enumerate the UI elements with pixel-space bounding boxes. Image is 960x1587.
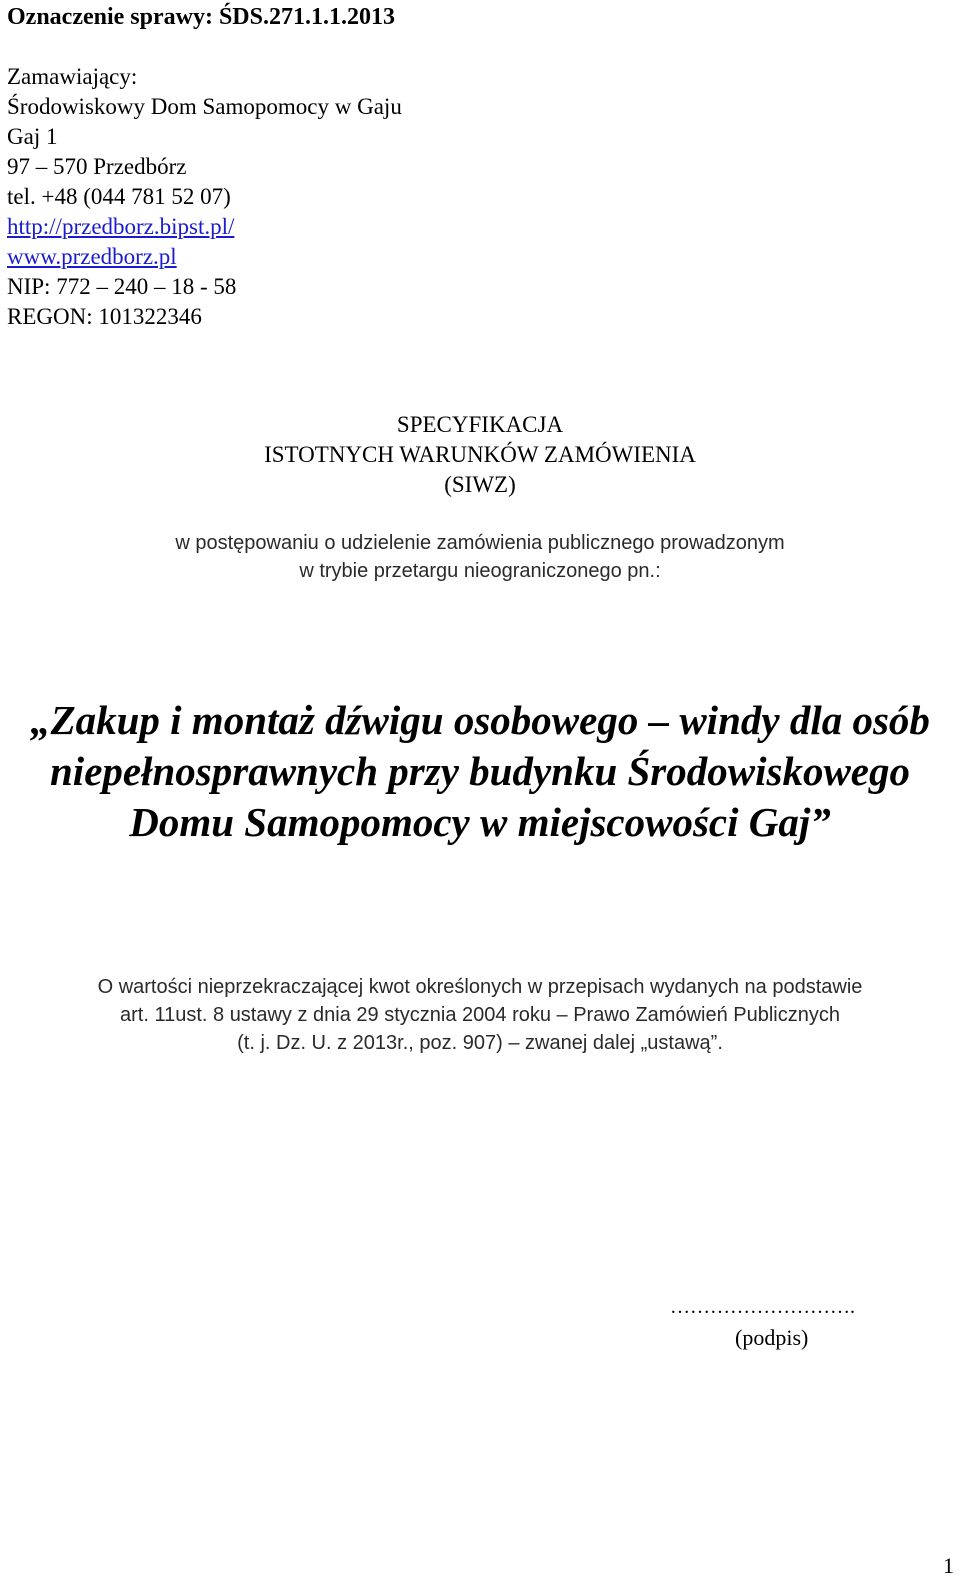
value-note-line-3: (t. j. Dz. U. z 2013r., poz. 907) – zwanej dalej „ustawą”. xyxy=(237,1032,723,1054)
bip-link[interactable]: http://przedborz.bipst.pl/ xyxy=(7,214,235,239)
contractor-nip: NIP: 772 – 240 – 18 - 58 xyxy=(7,274,237,299)
contractor-street: Gaj 1 xyxy=(7,124,58,149)
value-note-line-2: art. 11ust. 8 ustawy z dnia 29 stycznia 2004 roku – Prawo Zamówień Publicznych xyxy=(120,1004,840,1026)
order-subject xyxy=(0,695,960,848)
procedure-line-1: w postępowaniu o udzielenie zamówienia publicznego prowadzonym xyxy=(175,532,785,554)
value-note-line-1: O wartości nieprzekraczającej kwot określonych w przepisach wydanych na podstawie xyxy=(97,976,863,998)
page-number: 1 xyxy=(943,1553,954,1578)
contractor-regon: REGON: 101322346 xyxy=(7,304,202,329)
specification-line-2: ISTOTNYCH WARUNKÓW ZAMÓWIENIA xyxy=(264,442,696,467)
specification-title xyxy=(0,410,960,500)
value-note xyxy=(0,973,960,1057)
procedure-description xyxy=(0,529,960,585)
signature-label: (podpis) xyxy=(735,1325,809,1350)
contractor-block xyxy=(7,62,402,332)
contractor-heading: Zamawiający: xyxy=(7,64,138,89)
specification-line-1: SPECYFIKACJA xyxy=(396,412,564,437)
subject-line-2: niepełnosprawnych przy budynku Środowiskowego xyxy=(50,748,910,794)
contractor-postal-city: 97 – 570 Przedbórz xyxy=(7,154,187,179)
procedure-line-2: w trybie przetargu nieograniczonego pn.: xyxy=(299,560,661,582)
contractor-phone: tel. +48 (044 781 52 07) xyxy=(7,184,231,209)
website-link[interactable]: www.przedborz.pl xyxy=(7,244,177,269)
specification-line-3: (SIWZ) xyxy=(444,472,516,497)
case-reference: Oznaczenie sprawy: ŚDS.271.1.1.2013 xyxy=(7,4,395,30)
subject-line-3: Domu Samopomocy w miejscowości Gaj” xyxy=(129,799,831,845)
contractor-name: Środowiskowy Dom Samopomocy w Gaju xyxy=(7,94,402,119)
signature-line: ………………………. xyxy=(670,1296,855,1318)
subject-line-1: „Zakup i montaż dźwigu osobowego – windy dla osób xyxy=(30,697,930,743)
